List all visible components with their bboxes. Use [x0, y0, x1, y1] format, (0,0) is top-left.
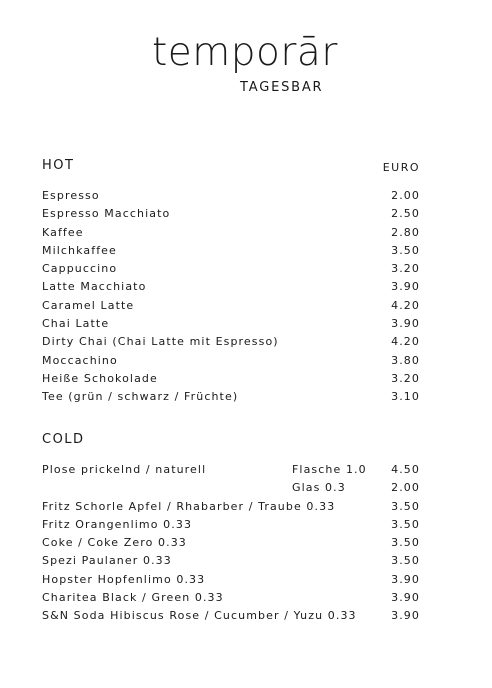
item-price: 3.20	[391, 262, 420, 276]
hot-menu-list	[42, 187, 420, 407]
item-name: Heiße Schokolade	[42, 371, 158, 385]
item-price: 3.50	[391, 554, 420, 568]
item-name: Tee (grün / schwarz / Früchte)	[42, 390, 239, 404]
item-name: Moccachino	[42, 353, 118, 367]
section-title-cold: COLD	[42, 432, 85, 447]
menu-item	[42, 534, 420, 552]
item-price: 4.50	[391, 463, 420, 476]
item-price: 2.00	[391, 189, 420, 202]
brand-name: temporār	[152, 30, 338, 75]
menu-item	[42, 461, 420, 479]
item-name: Cappuccino	[42, 262, 118, 276]
item-name: Hopster Hopfenlimo 0.33	[42, 572, 206, 586]
menu-item	[42, 571, 420, 589]
item-price: 4.20	[391, 298, 420, 312]
item-price: 3.10	[391, 390, 420, 404]
item-price: 3.90	[391, 572, 420, 586]
menu-item	[42, 224, 420, 242]
item-name: Fritz Orangenlimo 0.33	[42, 517, 193, 531]
item-name: Milchkaffee	[42, 243, 117, 257]
item-price: 3.90	[391, 591, 420, 605]
item-price: 3.20	[391, 371, 420, 385]
menu-item	[42, 315, 420, 333]
item-name: S&N Soda Hibiscus Rose / Cucumber / Yuzu 0.33	[42, 609, 357, 623]
item-price: 3.50	[391, 536, 420, 550]
menu-item	[42, 516, 420, 534]
item-name: Kaffee	[42, 225, 84, 239]
menu-item	[42, 589, 420, 607]
item-name: Espresso	[42, 189, 100, 202]
menu-item	[42, 498, 420, 516]
menu-item	[42, 242, 420, 260]
item-name: Fritz Schorle Apfel / Rhabarber / Traube 0.33	[42, 499, 336, 513]
item-price: 3.90	[391, 317, 420, 331]
item-size: Flasche 1.0	[292, 463, 367, 476]
menu-item	[42, 479, 420, 497]
item-price: 3.90	[391, 609, 420, 623]
item-name: Charitea Black / Green 0.33	[42, 591, 224, 605]
menu-item	[42, 607, 420, 625]
item-name: Plose prickelnd / naturell	[42, 463, 207, 476]
menu-item	[42, 297, 420, 315]
menu-item	[42, 370, 420, 388]
item-price: 3.50	[391, 499, 420, 513]
item-price: 3.80	[391, 353, 420, 367]
cold-menu-list	[42, 461, 420, 626]
menu-item	[42, 333, 420, 351]
item-price: 3.90	[391, 280, 420, 294]
brand-header	[0, 30, 492, 100]
item-price: 3.50	[391, 517, 420, 531]
item-price: 3.50	[391, 243, 420, 257]
item-name: Dirty Chai (Chai Latte mit Espresso)	[42, 335, 279, 349]
menu-item	[42, 278, 420, 296]
section-title-hot: HOT	[42, 158, 75, 173]
menu-item	[42, 388, 420, 406]
brand-subtitle: TAGESBAR	[240, 80, 324, 95]
item-size: Glas 0.3	[292, 481, 346, 495]
item-name: Coke / Coke Zero 0.33	[42, 536, 187, 550]
item-name: Latte Macchiato	[42, 280, 147, 294]
item-name: Chai Latte	[42, 317, 110, 331]
item-price: 2.00	[391, 481, 420, 495]
item-name: Espresso Macchiato	[42, 207, 171, 221]
menu-item	[42, 552, 420, 570]
currency-label: EURO	[382, 161, 420, 174]
menu-item	[42, 205, 420, 223]
menu-item	[42, 187, 420, 205]
item-name: Spezi Paulaner 0.33	[42, 554, 172, 568]
item-price: 4.20	[391, 335, 420, 349]
item-price: 2.80	[391, 225, 420, 239]
item-price: 2.50	[391, 207, 420, 221]
item-name: Caramel Latte	[42, 298, 135, 312]
menu-item	[42, 260, 420, 278]
menu-item	[42, 352, 420, 370]
